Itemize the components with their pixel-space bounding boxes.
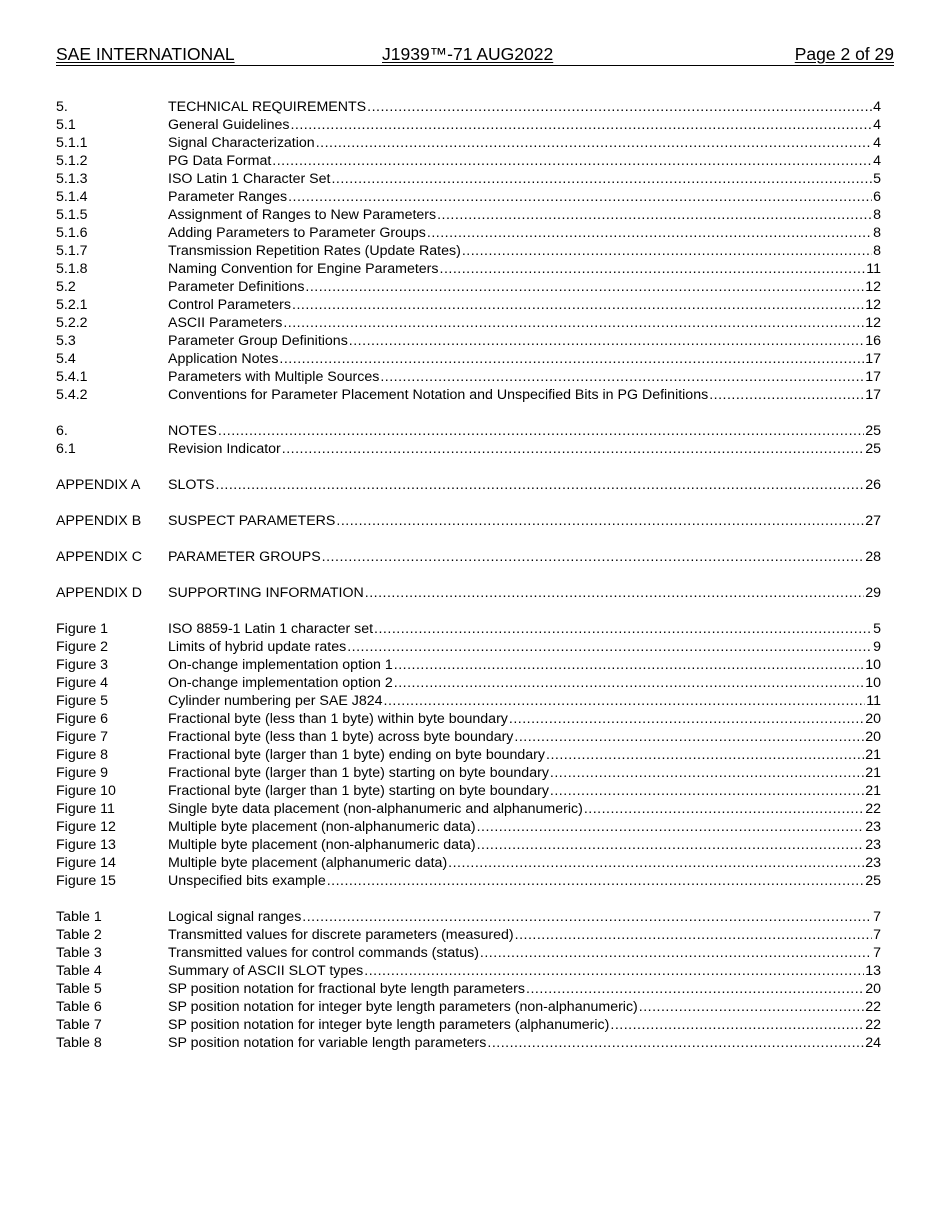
toc-entry[interactable] (56, 512, 881, 530)
toc-entry[interactable] (56, 692, 881, 710)
toc-entry-page: 4 (873, 153, 881, 169)
toc-entry-title: SP position notation for fractional byte length parameters (168, 981, 526, 997)
toc-entry[interactable] (56, 242, 881, 260)
dot-leader (347, 638, 872, 656)
toc-entry[interactable] (56, 314, 881, 332)
toc-entry[interactable] (56, 818, 881, 836)
dot-leader (292, 296, 864, 314)
toc-entry-body (168, 638, 881, 656)
toc-entry-title: Parameters with Multiple Sources (168, 369, 380, 385)
dot-leader (216, 476, 865, 494)
toc-entry[interactable] (56, 674, 881, 692)
toc-entry-number: Figure 11 (56, 801, 115, 817)
dot-leader (440, 260, 866, 278)
toc-entry[interactable] (56, 872, 881, 890)
toc-entry-page: 25 (865, 423, 881, 439)
toc-entry-page: 16 (865, 333, 881, 349)
dot-leader (437, 206, 872, 224)
toc-entry-body (168, 620, 881, 638)
toc-entry-title: ISO 8859-1 Latin 1 character set (168, 621, 374, 637)
toc-entry-title: SP position notation for integer byte length parameters (alphanumeric) (168, 1017, 610, 1033)
document-id: J1939™-71 AUG2022 (382, 44, 554, 64)
dot-leader (380, 368, 864, 386)
toc-entry-number: Figure 4 (56, 675, 109, 691)
toc-entry-body (168, 998, 881, 1016)
toc-entry-title: SP position notation for variable length parameters (168, 1035, 487, 1051)
toc-entry-body (168, 980, 881, 998)
toc-entry-title: Cylinder numbering per SAE J824 (168, 693, 383, 709)
toc-entry-title: On-change implementation option 2 (168, 675, 393, 691)
toc-entry-page: 20 (865, 729, 881, 745)
toc-entry-body (168, 926, 881, 944)
dot-leader (288, 188, 872, 206)
toc-entry-title: SLOTS (168, 477, 215, 493)
toc-entry-body (168, 548, 881, 566)
dot-leader (477, 836, 865, 854)
toc-entry-number: 5.1.2 (56, 153, 88, 169)
toc-entry-page: 21 (865, 783, 881, 799)
toc-entry[interactable] (56, 620, 881, 638)
toc-entry-number: 5.1.4 (56, 189, 88, 205)
toc-entry[interactable] (56, 656, 881, 674)
dot-leader (327, 872, 865, 890)
toc-entry[interactable] (56, 206, 881, 224)
toc-entry-body (168, 854, 881, 872)
dot-leader (550, 782, 864, 800)
toc-entry-title: ASCII Parameters (168, 315, 283, 331)
toc-entry-page: 7 (873, 927, 881, 943)
toc-entry-number: Figure 10 (56, 783, 116, 799)
dot-leader (584, 800, 864, 818)
dot-leader (336, 512, 864, 530)
toc-entry-page: 27 (865, 513, 881, 529)
dot-leader (282, 440, 864, 458)
toc-entry-number: Table 8 (56, 1035, 102, 1051)
toc-entry-number: Figure 14 (56, 855, 116, 871)
toc-entry-number: 5.4 (56, 351, 76, 367)
toc-entry-page: 13 (865, 963, 881, 979)
toc-entry[interactable] (56, 368, 881, 386)
toc-entry-page: 11 (866, 261, 881, 277)
toc-entry[interactable] (56, 908, 881, 926)
toc-entry-body (168, 116, 881, 134)
toc-entry-body (168, 296, 881, 314)
toc-entry[interactable] (56, 152, 881, 170)
toc-entry-body (168, 134, 881, 152)
toc-entry-body (168, 170, 881, 188)
toc-entry-page: 10 (865, 657, 881, 673)
toc-entry-body (168, 476, 881, 494)
toc-entry-number: Figure 9 (56, 765, 109, 781)
toc-entry-page: 24 (865, 1035, 881, 1051)
toc-entry-number: Figure 3 (56, 657, 109, 673)
dot-leader (290, 116, 872, 134)
toc-entry-body (168, 782, 881, 800)
toc-entry[interactable] (56, 638, 881, 656)
toc-entry-title: Multiple byte placement (non-alphanumeric data) (168, 837, 476, 853)
toc-entry-body (168, 224, 881, 242)
toc-entry-page: 25 (865, 873, 881, 889)
toc-entry-body (168, 440, 881, 458)
toc-entry-number: Figure 2 (56, 639, 109, 655)
organization-name: SAE INTERNATIONAL (56, 44, 235, 64)
dot-leader (477, 818, 865, 836)
toc-entry[interactable] (56, 854, 881, 872)
toc-entry-body (168, 584, 881, 602)
toc-entry[interactable] (56, 422, 881, 440)
toc-entry[interactable] (56, 386, 881, 404)
toc-entry-title: Transmitted values for control commands (status) (168, 945, 479, 961)
toc-entry-body (168, 98, 881, 116)
toc-entry[interactable] (56, 170, 881, 188)
toc-entry-page: 23 (865, 855, 881, 871)
dot-leader (349, 332, 864, 350)
toc-entry-page: 8 (873, 207, 881, 223)
toc-entry-page: 26 (865, 477, 881, 493)
toc-entry-number: Table 7 (56, 1017, 102, 1033)
toc-entry[interactable] (56, 944, 881, 962)
toc-entry-title: Adding Parameters to Parameter Groups (168, 225, 426, 241)
table-of-contents (56, 98, 881, 1052)
toc-entry-page: 8 (873, 225, 881, 241)
toc-entry-title: Parameter Ranges (168, 189, 288, 205)
toc-entry-body (168, 962, 881, 980)
toc-entry[interactable] (56, 98, 881, 116)
toc-entry-number: 5.1.5 (56, 207, 88, 223)
toc-entry-number: Table 6 (56, 999, 102, 1015)
toc-entry-number: Figure 12 (56, 819, 116, 835)
toc-entry-title: PARAMETER GROUPS (168, 549, 321, 565)
toc-entry[interactable] (56, 710, 881, 728)
dot-leader (514, 728, 864, 746)
toc-entry[interactable] (56, 476, 881, 494)
toc-entry-title: Control Parameters (168, 297, 292, 313)
toc-entry-page: 6 (873, 189, 881, 205)
toc-entry-title: Signal Characterization (168, 135, 315, 151)
toc-entry-number: Table 5 (56, 981, 102, 997)
toc-entry-number: Figure 13 (56, 837, 116, 853)
toc-entry-page: 4 (873, 99, 881, 115)
toc-entry-title: Fractional byte (less than 1 byte) across byte boundary (168, 729, 514, 745)
toc-entry-body (168, 800, 881, 818)
dot-leader (283, 314, 864, 332)
toc-entry-number: APPENDIX C (56, 549, 142, 565)
toc-entry[interactable] (56, 926, 881, 944)
toc-entry-number: 5. (56, 99, 68, 115)
dot-leader (331, 170, 872, 188)
toc-entry-page: 22 (865, 1017, 881, 1033)
dot-leader (610, 1016, 864, 1034)
toc-entry-title: Parameter Group Definitions (168, 333, 348, 349)
toc-entry-page: 5 (873, 171, 881, 187)
toc-entry-body (168, 422, 881, 440)
toc-entry-title: Transmission Repetition Rates (Update Rates) (168, 243, 461, 259)
toc-entry-page: 29 (865, 585, 881, 601)
toc-entry[interactable] (56, 782, 881, 800)
toc-entry-number: Figure 7 (56, 729, 109, 745)
dot-leader (427, 224, 872, 242)
toc-entry[interactable] (56, 296, 881, 314)
toc-entry-body (168, 206, 881, 224)
toc-entry-number: APPENDIX B (56, 513, 142, 529)
dot-leader (305, 278, 864, 296)
toc-entry-number: Table 2 (56, 927, 102, 943)
toc-entry-title: SUSPECT PARAMETERS (168, 513, 336, 529)
toc-entry-page: 12 (865, 315, 881, 331)
toc-entry-title: Revision Indicator (168, 441, 281, 457)
toc-entry-page: 25 (865, 441, 881, 457)
toc-entry-body (168, 368, 881, 386)
dot-leader (546, 746, 864, 764)
toc-entry[interactable] (56, 260, 881, 278)
toc-entry-title: TECHNICAL REQUIREMENTS (168, 99, 367, 115)
toc-entry[interactable] (56, 332, 881, 350)
toc-entry-title: Limits of hybrid update rates (168, 639, 347, 655)
toc-entry-page: 20 (865, 981, 881, 997)
toc-entry-number: Figure 6 (56, 711, 109, 727)
dot-leader (394, 656, 864, 674)
toc-entry-body (168, 512, 881, 530)
toc-entry-number: 5.1.1 (56, 135, 88, 151)
toc-entry-number: Table 3 (56, 945, 102, 961)
toc-entry-page: 10 (865, 675, 881, 691)
toc-entry-body (168, 656, 881, 674)
dot-leader (384, 692, 866, 710)
toc-entry-title: SUPPORTING INFORMATION (168, 585, 364, 601)
toc-entry-page: 21 (865, 747, 881, 763)
toc-entry-number: 6. (56, 423, 68, 439)
toc-entry-page: 20 (865, 711, 881, 727)
dot-leader (448, 854, 864, 872)
toc-entry-page: 17 (865, 369, 881, 385)
toc-entry-title: Single byte data placement (non-alphanumeric and alphanumeric) (168, 801, 583, 817)
dot-leader (279, 350, 864, 368)
toc-entry-number: Figure 5 (56, 693, 109, 709)
toc-entry[interactable] (56, 584, 881, 602)
toc-entry[interactable] (56, 1034, 881, 1052)
page-header (56, 44, 894, 66)
toc-entry-title: ISO Latin 1 Character Set (168, 171, 331, 187)
toc-entry-number: 5.1.7 (56, 243, 88, 259)
toc-entry[interactable] (56, 440, 881, 458)
toc-entry-number: 6.1 (56, 441, 76, 457)
toc-entry-body (168, 314, 881, 332)
toc-entry-page: 4 (873, 135, 881, 151)
toc-entry-number: 5.3 (56, 333, 76, 349)
dot-leader (550, 764, 864, 782)
toc-entry-page: 28 (865, 549, 881, 565)
toc-entry-title: Unspecified bits example (168, 873, 326, 889)
page-number: Page 2 of 29 (794, 44, 894, 64)
toc-entry[interactable] (56, 836, 881, 854)
toc-entry-title: SP position notation for integer byte length parameters (non-alphanumeric) (168, 999, 638, 1015)
toc-entry-body (168, 710, 881, 728)
toc-entry-title: Transmitted values for discrete parameters (measured) (168, 927, 514, 943)
toc-entry-body (168, 386, 881, 404)
toc-entry-number: 5.2 (56, 279, 76, 295)
dot-leader (374, 620, 872, 638)
dot-leader (367, 98, 872, 116)
dot-leader (364, 962, 864, 980)
dot-leader (487, 1034, 864, 1052)
toc-entry-body (168, 728, 881, 746)
toc-entry-body (168, 1016, 881, 1034)
toc-entry[interactable] (56, 224, 881, 242)
toc-entry-page: 5 (873, 621, 881, 637)
toc-entry-title: General Guidelines (168, 117, 290, 133)
toc-entry-number: 5.1 (56, 117, 76, 133)
toc-entry-number: 5.1.3 (56, 171, 88, 187)
toc-entry-page: 4 (873, 117, 881, 133)
toc-entry-body (168, 908, 881, 926)
toc-entry-page: 23 (865, 819, 881, 835)
toc-entry-page: 21 (865, 765, 881, 781)
toc-entry[interactable] (56, 962, 881, 980)
toc-entry[interactable] (56, 134, 881, 152)
toc-entry-title: Fractional byte (less than 1 byte) within byte boundary (168, 711, 508, 727)
toc-entry-body (168, 764, 881, 782)
toc-entry-number: Table 1 (56, 909, 102, 925)
toc-entry-page: 22 (865, 999, 881, 1015)
toc-entry[interactable] (56, 548, 881, 566)
toc-entry[interactable] (56, 278, 881, 296)
toc-entry-body (168, 242, 881, 260)
toc-entry-body (168, 350, 881, 368)
toc-entry-title: NOTES (168, 423, 217, 439)
toc-entry-page: 7 (873, 909, 881, 925)
toc-entry[interactable] (56, 1016, 881, 1034)
toc-entry-body (168, 872, 881, 890)
toc-entry-page: 12 (865, 279, 881, 295)
toc-entry[interactable] (56, 980, 881, 998)
toc-entry-body (168, 332, 881, 350)
toc-entry[interactable] (56, 188, 881, 206)
toc-entry-title: Multiple byte placement (alphanumeric data) (168, 855, 448, 871)
toc-entry[interactable] (56, 728, 881, 746)
toc-entry-body (168, 260, 881, 278)
toc-entry-page: 8 (873, 243, 881, 259)
dot-leader (509, 710, 864, 728)
toc-entry[interactable] (56, 800, 881, 818)
toc-entry[interactable] (56, 764, 881, 782)
toc-entry-title: Application Notes (168, 351, 279, 367)
toc-entry[interactable] (56, 116, 881, 134)
toc-entry-number: 5.4.2 (56, 387, 88, 403)
dot-leader (316, 134, 872, 152)
toc-entry[interactable] (56, 998, 881, 1016)
dot-leader (218, 422, 864, 440)
dot-leader (526, 980, 864, 998)
toc-entry-number: 5.4.1 (56, 369, 88, 385)
toc-entry-title: Summary of ASCII SLOT types (168, 963, 364, 979)
toc-entry-body (168, 944, 881, 962)
dot-leader (480, 944, 872, 962)
toc-entry-number: 5.1.8 (56, 261, 88, 277)
toc-entry-body (168, 188, 881, 206)
toc-entry-title: Conventions for Parameter Placement Notation and Unspecified Bits in PG Definitions (168, 387, 709, 403)
dot-leader (515, 926, 872, 944)
toc-entry[interactable] (56, 350, 881, 368)
toc-entry-body (168, 836, 881, 854)
toc-entry-number: 5.2.1 (56, 297, 88, 313)
toc-entry[interactable] (56, 746, 881, 764)
toc-entry-page: 11 (866, 693, 881, 709)
dot-leader (272, 152, 872, 170)
toc-entry-title: Naming Convention for Engine Parameters (168, 261, 439, 277)
toc-entry-number: Figure 15 (56, 873, 116, 889)
toc-entry-number: Figure 8 (56, 747, 109, 763)
toc-entry-page: 22 (865, 801, 881, 817)
toc-entry-page: 7 (873, 945, 881, 961)
toc-entry-title: Multiple byte placement (non-alphanumeric data) (168, 819, 476, 835)
toc-entry-body (168, 674, 881, 692)
toc-entry-number: APPENDIX D (56, 585, 142, 601)
toc-entry-title: Assignment of Ranges to New Parameters (168, 207, 437, 223)
toc-entry-title: PG Data Format (168, 153, 272, 169)
toc-entry-body (168, 746, 881, 764)
toc-entry-title: Fractional byte (larger than 1 byte) starting on byte boundary (168, 765, 549, 781)
toc-entry-number: 5.1.6 (56, 225, 88, 241)
toc-entry-body (168, 818, 881, 836)
toc-entry-page: 17 (865, 387, 881, 403)
toc-entry-page: 9 (873, 639, 881, 655)
toc-entry-body (168, 692, 881, 710)
toc-entry-title: Fractional byte (larger than 1 byte) starting on byte boundary (168, 783, 549, 799)
toc-entry-number: 5.2.2 (56, 315, 88, 331)
toc-entry-number: APPENDIX A (56, 477, 141, 493)
dot-leader (462, 242, 872, 260)
dot-leader (394, 674, 864, 692)
toc-entry-body (168, 278, 881, 296)
toc-entry-title: On-change implementation option 1 (168, 657, 393, 673)
dot-leader (639, 998, 864, 1016)
toc-entry-title: Parameter Definitions (168, 279, 305, 295)
toc-entry-number: Table 4 (56, 963, 102, 979)
dot-leader (322, 548, 865, 566)
toc-entry-page: 12 (865, 297, 881, 313)
dot-leader (302, 908, 872, 926)
toc-entry-body (168, 1034, 881, 1052)
dot-leader (709, 386, 864, 404)
toc-entry-page: 23 (865, 837, 881, 853)
toc-entry-body (168, 152, 881, 170)
toc-entry-page: 17 (865, 351, 881, 367)
toc-entry-title: Fractional byte (larger than 1 byte) ending on byte boundary (168, 747, 545, 763)
toc-entry-title: Logical signal ranges (168, 909, 302, 925)
toc-entry-number: Figure 1 (56, 621, 109, 637)
dot-leader (365, 584, 864, 602)
